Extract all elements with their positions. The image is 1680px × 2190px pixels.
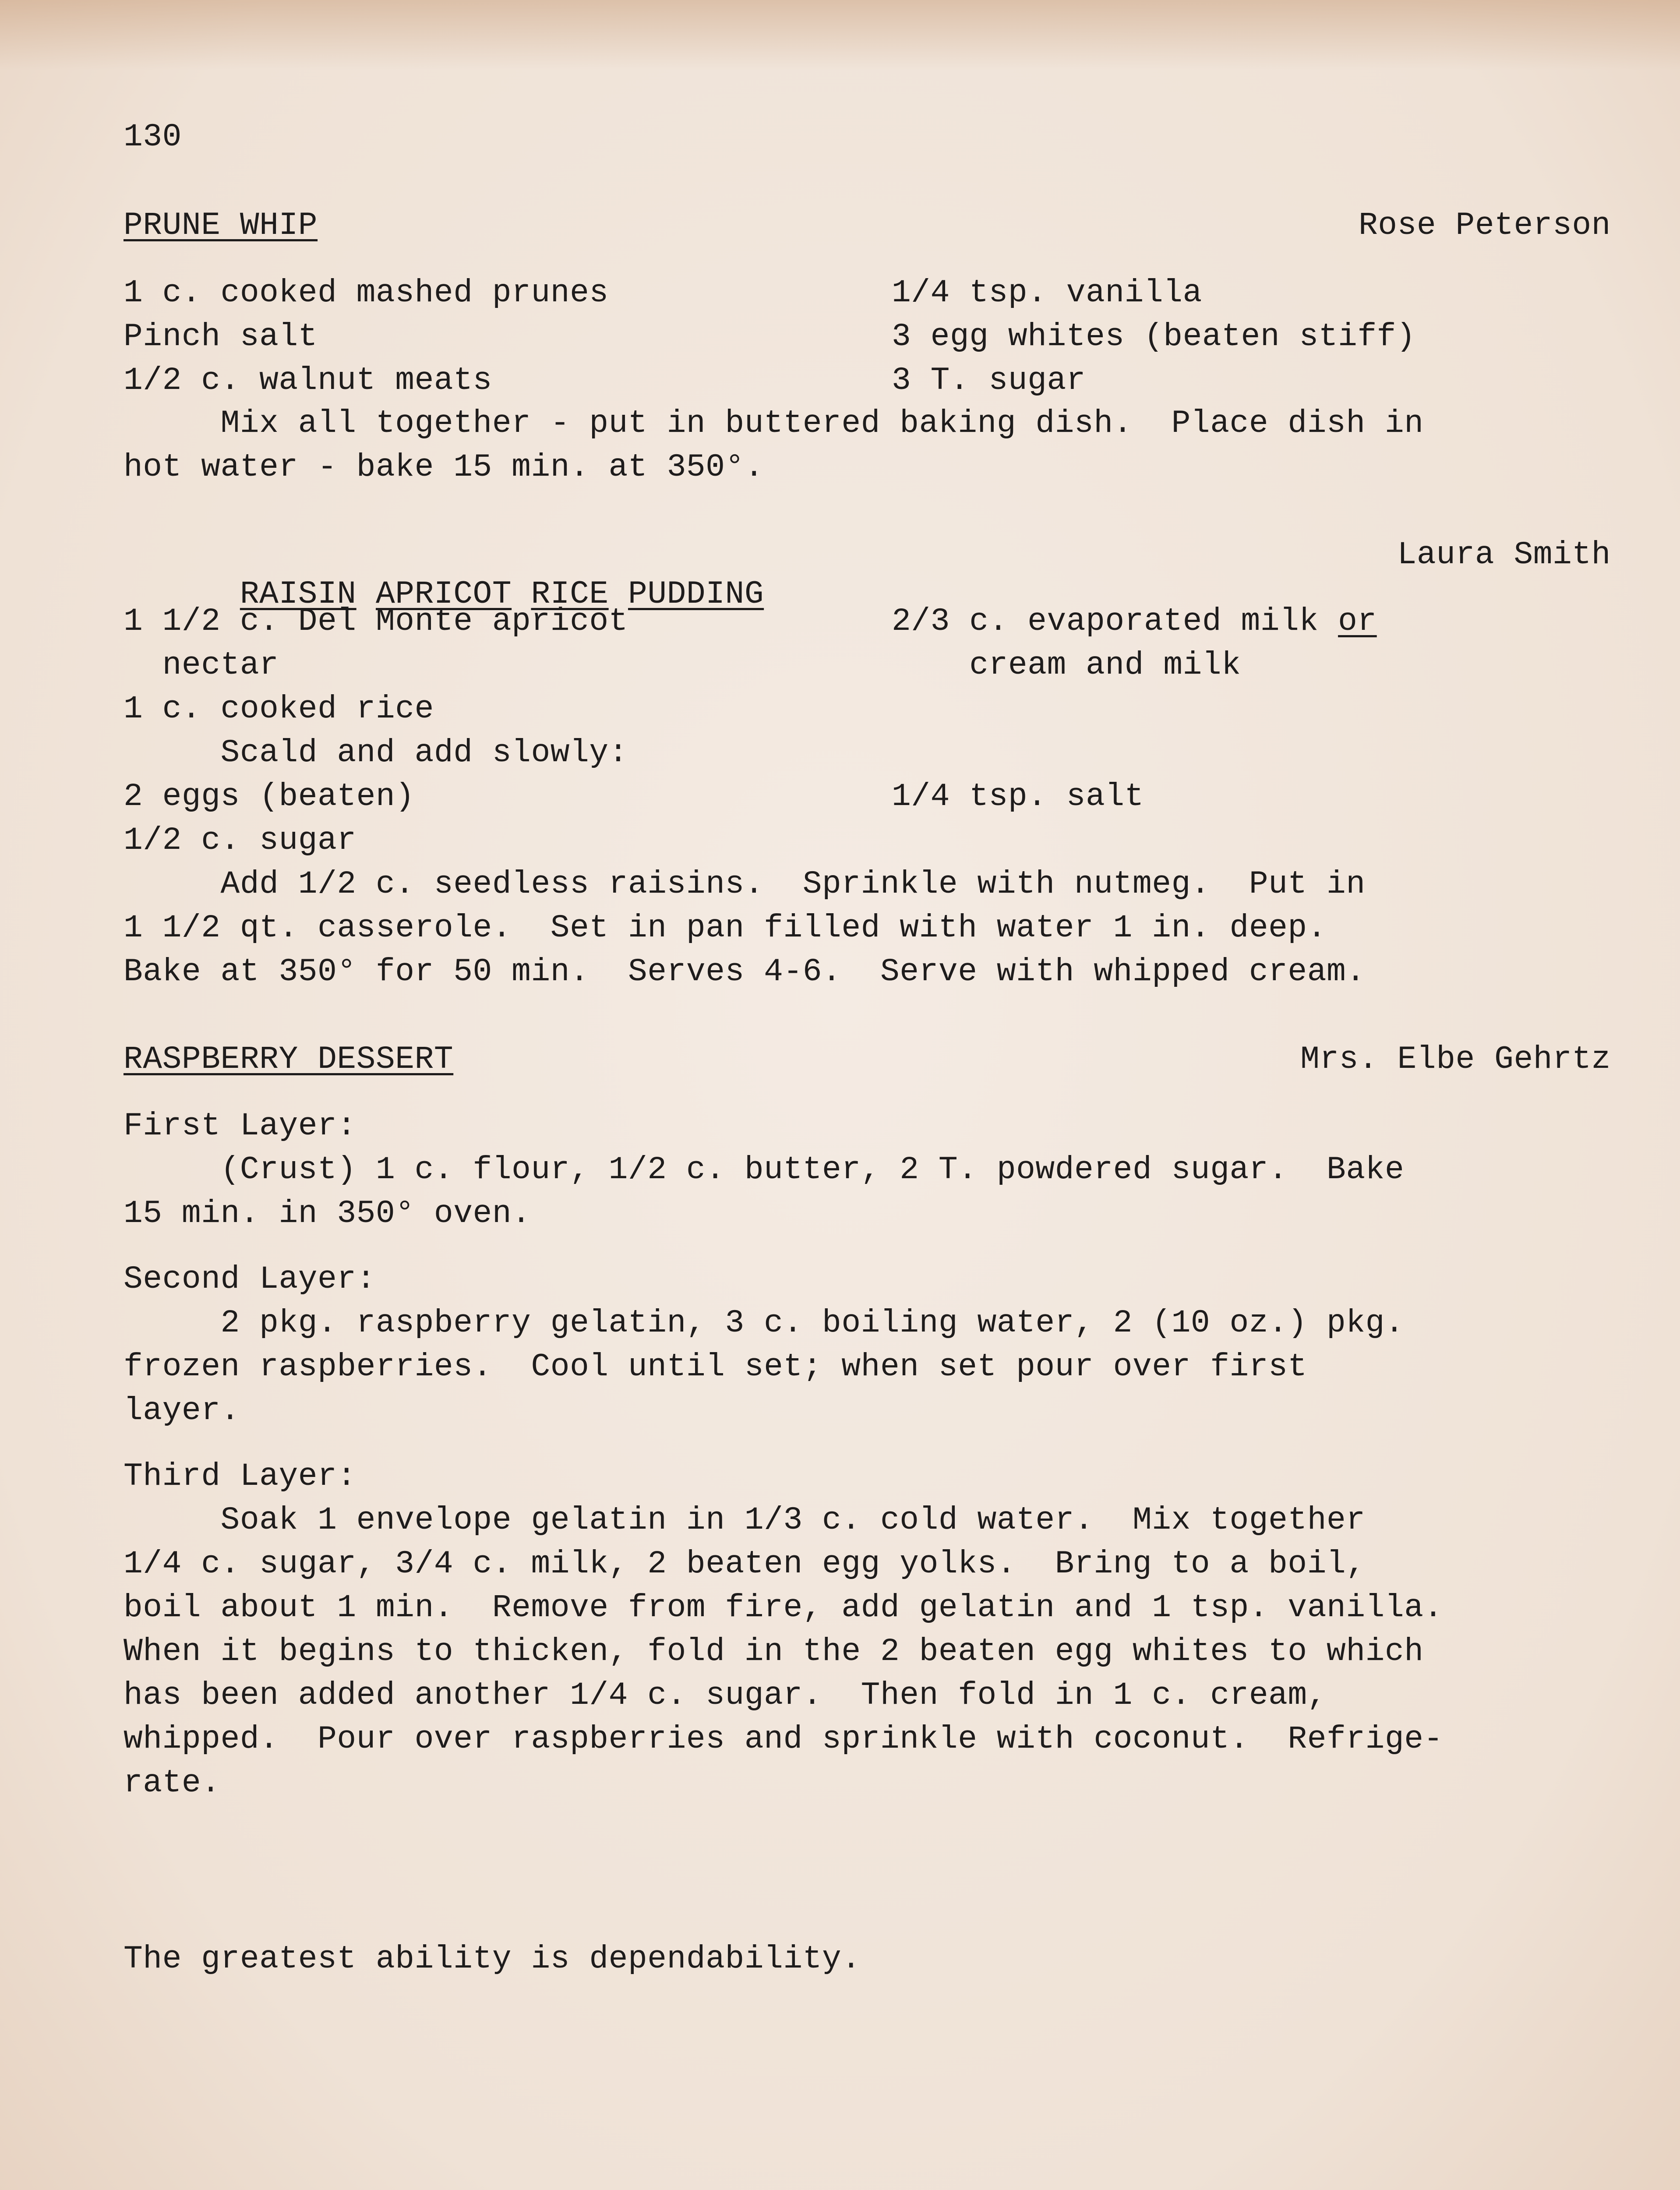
page-number: 130 — [124, 119, 182, 155]
ingredient: cream and milk — [892, 647, 1241, 683]
instruction-line: Soak 1 envelope gelatin in 1/3 c. cold water. Mix together — [124, 1502, 1366, 1538]
layer-label: First Layer: — [124, 1108, 356, 1144]
ingredient — [892, 602, 1377, 641]
title-word: RICE — [531, 576, 609, 612]
title-word: APRICOT — [376, 576, 512, 612]
ingredient: 1/2 c. walnut meats — [124, 362, 492, 399]
recipe-author: Mrs. Elbe Gehrtz — [1300, 1041, 1611, 1077]
recipe-title: PRUNE WHIP — [124, 207, 318, 244]
ingredient: 1 c. cooked mashed prunes — [124, 275, 609, 311]
instruction-line: frozen raspberries. Cool until set; when set pour over first — [124, 1349, 1307, 1385]
instruction-line: layer. — [124, 1392, 240, 1429]
ingredient: nectar — [124, 647, 279, 683]
instruction-line: hot water - bake 15 min. at 350°. — [124, 449, 764, 485]
instruction-line: Scald and add slowly: — [124, 735, 628, 771]
title-word: RAISIN — [240, 576, 356, 612]
recipe-author: Laura Smith — [1397, 537, 1611, 573]
instruction-line: whipped. Pour over raspberries and sprinkle with coconut. Refrige- — [124, 1721, 1443, 1757]
instruction-line: has been added another 1/4 c. sugar. Then fold in 1 c. cream, — [124, 1677, 1327, 1713]
ingredient: 2 eggs (beaten) — [124, 778, 415, 815]
ingredient: 1/4 tsp. vanilla — [892, 275, 1202, 311]
instruction-line: rate. — [124, 1765, 221, 1801]
recipe-author: Rose Peterson — [1359, 207, 1611, 244]
recipe-title: RASPBERRY DESSERT — [124, 1041, 454, 1077]
title-word: PUDDING — [628, 576, 764, 612]
or-emphasis: or — [1338, 603, 1377, 639]
instruction-line: boil about 1 min. Remove from fire, add gelatin and 1 tsp. vanilla. — [124, 1590, 1443, 1626]
instruction-line: When it begins to thicken, fold in the 2 beaten egg whites to which — [124, 1633, 1424, 1670]
layer-label: Second Layer: — [124, 1261, 376, 1297]
instruction-line: Add 1/2 c. seedless raisins. Sprinkle with nutmeg. Put in — [124, 866, 1366, 902]
instruction-line: 15 min. in 350° oven. — [124, 1195, 531, 1232]
instruction-line: 1 1/2 qt. casserole. Set in pan filled with water 1 in. deep. — [124, 910, 1327, 946]
footer-quote: The greatest ability is dependability. — [124, 1941, 861, 1977]
ingredient-text: 2/3 c. evaporated milk — [892, 603, 1319, 639]
instruction-line: Bake at 350° for 50 min. Serves 4-6. Serve with whipped cream. — [124, 954, 1366, 990]
ingredient: 3 egg whites (beaten stiff) — [892, 318, 1416, 355]
ingredient: 1 c. cooked rice — [124, 691, 434, 727]
instruction-line: Mix all together - put in buttered baking dish. Place dish in — [124, 405, 1424, 442]
instruction-line: 1/4 c. sugar, 3/4 c. milk, 2 beaten egg yolks. Bring to a boil, — [124, 1546, 1366, 1582]
ingredient: Pinch salt — [124, 318, 318, 355]
ingredient: 1 1/2 c. Del Monte apricot — [124, 603, 628, 639]
layer-label: Third Layer: — [124, 1458, 356, 1494]
instruction-line: 2 pkg. raspberry gelatin, 3 c. boiling water, 2 (10 oz.) pkg. — [124, 1305, 1405, 1341]
instruction-line: (Crust) 1 c. flour, 1/2 c. butter, 2 T. powdered sugar. Bake — [124, 1152, 1405, 1188]
ingredient: 3 T. sugar — [892, 362, 1086, 399]
ingredient: 1/4 tsp. salt — [892, 778, 1144, 815]
ingredient: 1/2 c. sugar — [124, 822, 356, 858]
